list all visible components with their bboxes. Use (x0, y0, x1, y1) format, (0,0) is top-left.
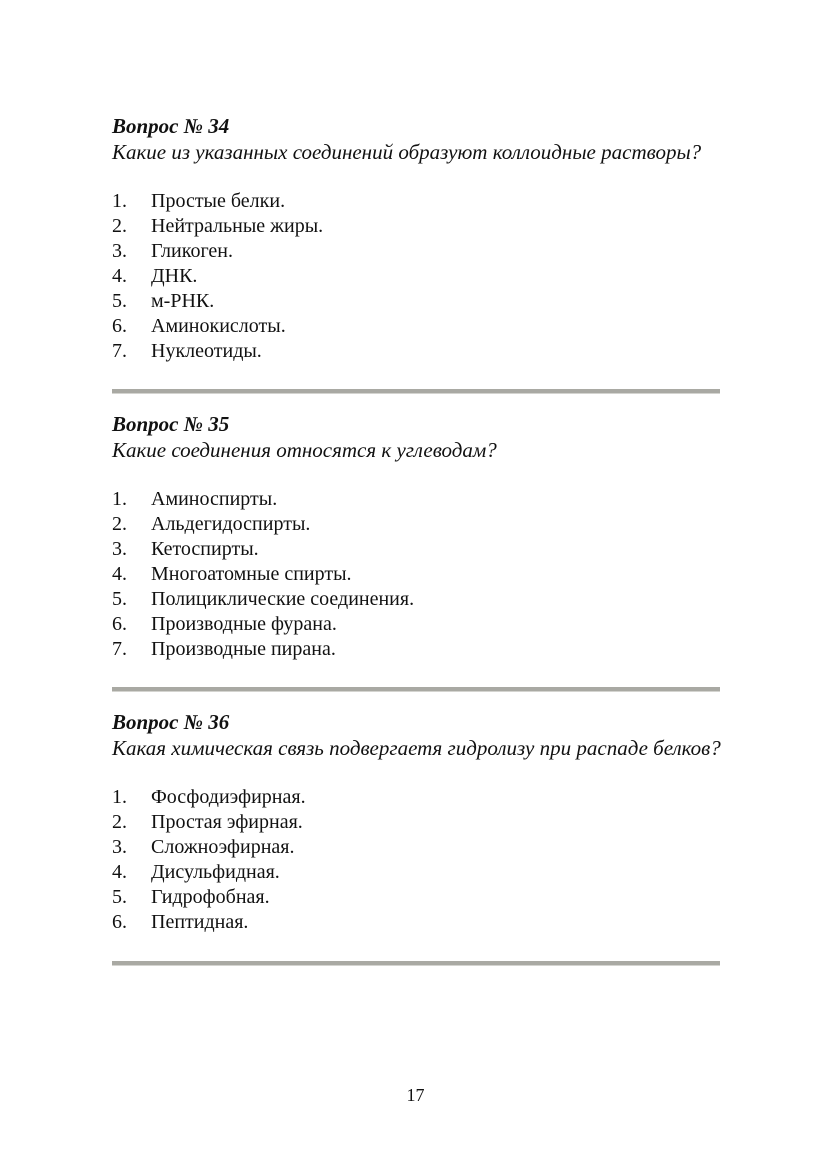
option-number: 6. (112, 315, 127, 337)
option-text: Простая эфирная. (151, 811, 303, 833)
option-text: Фосфодиэфирная. (151, 786, 306, 808)
option-text: Дисульфидная. (151, 861, 280, 883)
answer-options (112, 189, 722, 364)
option-text: Нуклеотиды. (151, 340, 262, 362)
option-text: Многоатомные спирты. (151, 563, 352, 585)
page-number: 17 (406, 1085, 425, 1105)
option-number: 4. (112, 563, 127, 585)
option-text: Простые белки. (151, 190, 286, 212)
answer-option (112, 289, 722, 314)
question-title: Вопрос № 34 (112, 114, 230, 138)
answer-option (112, 512, 722, 537)
option-text: Гликоген. (151, 240, 233, 262)
question-text: Какие соединения относятся к углеводам? (112, 438, 497, 462)
answer-option (112, 637, 722, 662)
answer-option (112, 860, 722, 885)
answer-option (112, 314, 722, 339)
option-text: Производные фурана. (151, 613, 337, 635)
option-text: Гидрофобная. (151, 886, 270, 908)
answer-option (112, 264, 722, 289)
option-number: 5. (112, 290, 127, 312)
option-number: 1. (112, 786, 127, 808)
option-number: 5. (112, 886, 127, 908)
answer-option (112, 562, 722, 587)
answer-option (112, 885, 722, 910)
question-36 (112, 709, 722, 935)
option-number: 4. (112, 861, 127, 883)
option-number: 5. (112, 588, 127, 610)
answer-option (112, 612, 722, 637)
option-text: Кетоспирты. (151, 538, 259, 560)
option-text: ДНК. (151, 265, 198, 287)
answer-option (112, 835, 722, 860)
option-number: 7. (112, 638, 127, 660)
answer-option (112, 487, 722, 512)
answer-option (112, 189, 722, 214)
option-text: Аминоспирты. (151, 488, 278, 510)
question-title: Вопрос № 35 (112, 412, 230, 436)
question-34 (112, 113, 722, 364)
option-number: 3. (112, 836, 127, 858)
answer-option (112, 339, 722, 364)
answer-option (112, 537, 722, 562)
option-number: 7. (112, 340, 127, 362)
option-text: Альдегидоспирты. (151, 513, 311, 535)
option-number: 2. (112, 215, 127, 237)
answer-option (112, 810, 722, 835)
question-text: Какая химическая связь подвергаетя гидролизу при распаде белков? (112, 736, 721, 760)
answer-options (112, 487, 722, 662)
option-number: 3. (112, 240, 127, 262)
section-divider (112, 389, 720, 394)
option-number: 6. (112, 613, 127, 635)
option-number: 3. (112, 538, 127, 560)
option-number: 1. (112, 488, 127, 510)
option-number: 6. (112, 911, 127, 933)
option-text: Сложноэфирная. (151, 836, 295, 858)
answer-option (112, 239, 722, 264)
option-number: 2. (112, 811, 127, 833)
question-text: Какие из указанных соединений образуют коллоидные растворы? (112, 140, 702, 164)
option-text: Производные пирана. (151, 638, 336, 660)
answer-option (112, 587, 722, 612)
option-text: Пептидная. (151, 911, 249, 933)
option-number: 1. (112, 190, 127, 212)
answer-option (112, 910, 722, 935)
answer-option (112, 214, 722, 239)
section-divider (112, 687, 720, 692)
section-divider (112, 961, 720, 966)
option-text: Аминокислоты. (151, 315, 286, 337)
option-text: Нейтральные жиры. (151, 215, 324, 237)
option-number: 2. (112, 513, 127, 535)
question-title: Вопрос № 36 (112, 710, 230, 734)
option-text: Полициклические соединения. (151, 588, 415, 610)
answer-option (112, 785, 722, 810)
question-35 (112, 411, 722, 662)
option-text: м-РНК. (151, 290, 215, 312)
option-number: 4. (112, 265, 127, 287)
answer-options (112, 785, 722, 935)
